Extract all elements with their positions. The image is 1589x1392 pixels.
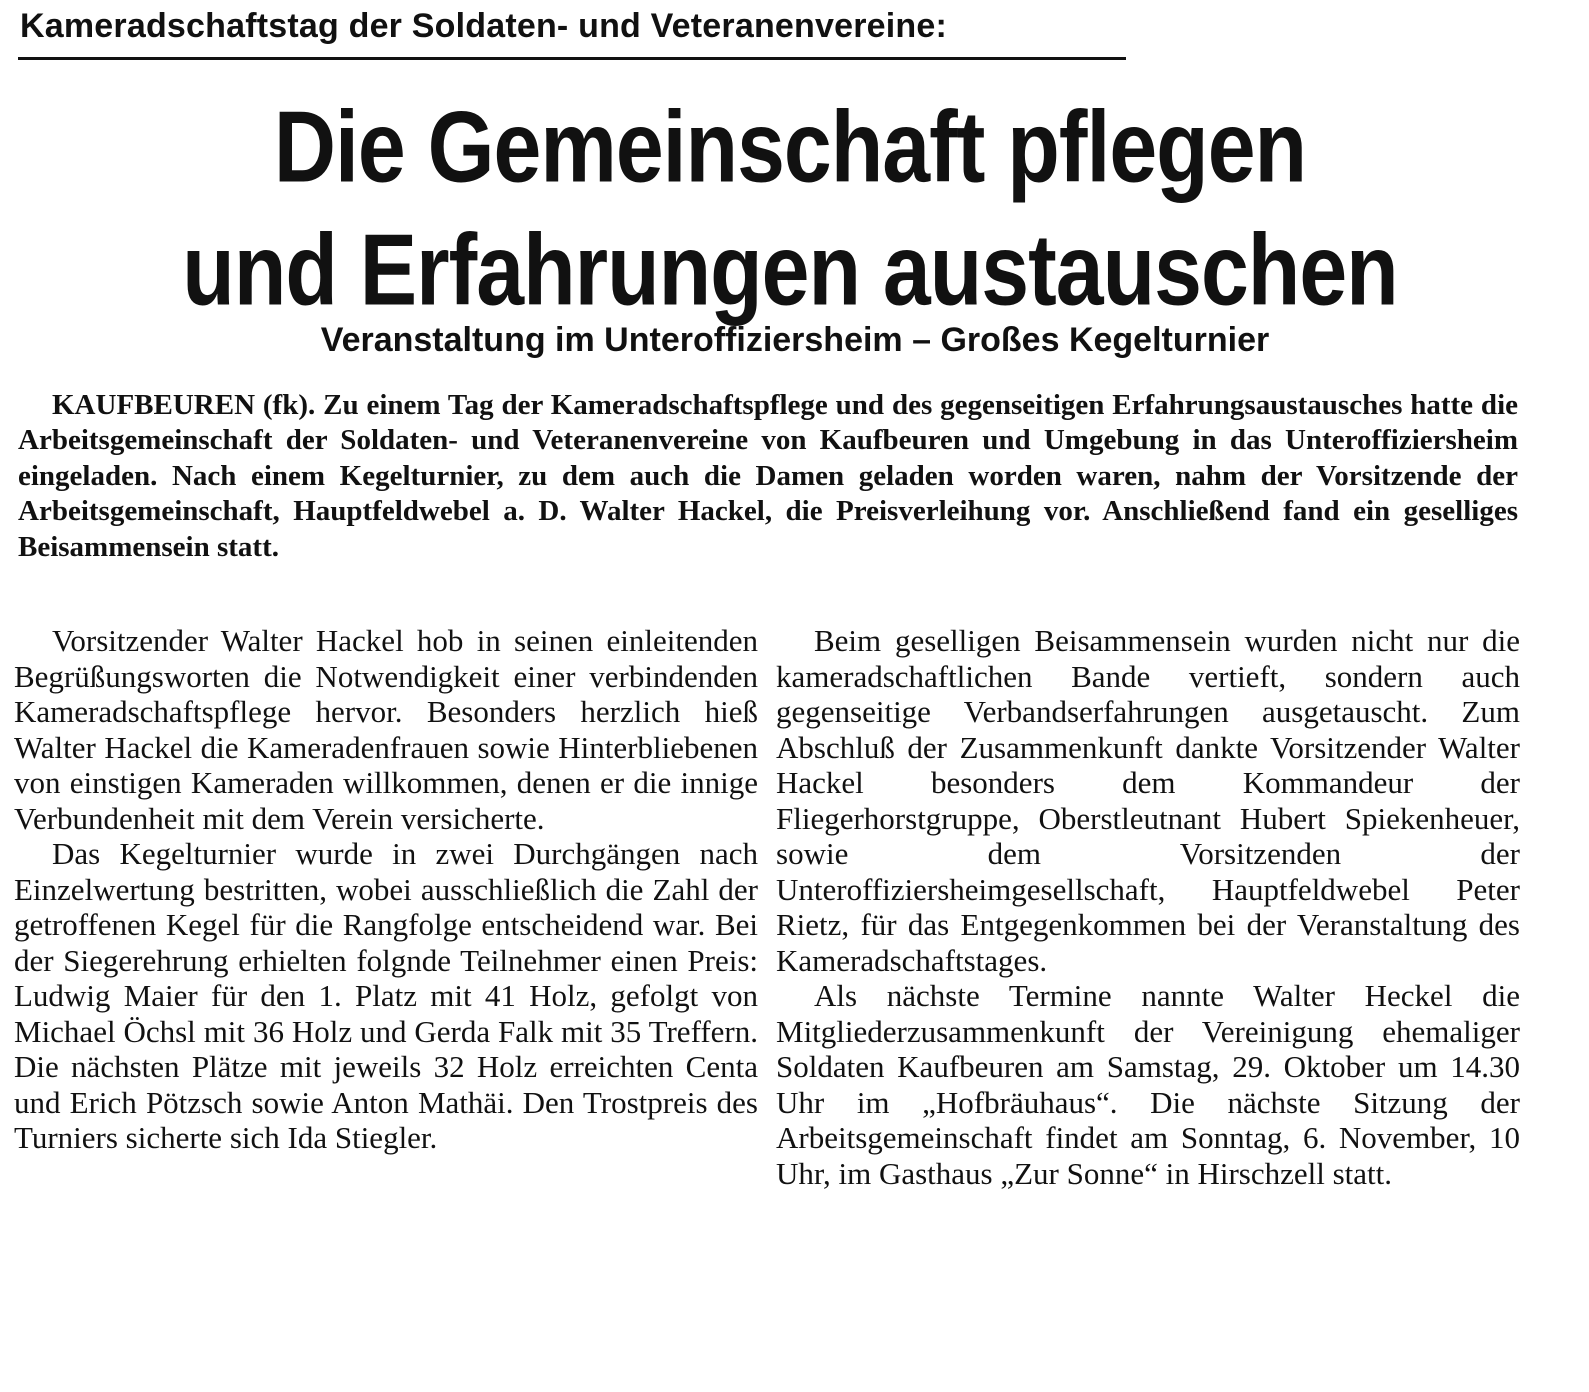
article-lead-paragraph: KAUFBEUREN (fk). Zu einem Tag der Kameradschaftspflege und des gegenseitigen Erfahrungsaustausches hatte die Arbeitsgemeinschaft der Soldaten- und Veteranenvereine von Kaufbeuren und Umgebung in das Unteroffiziersheim eingeladen. Nach einem Kegelturnier, zu dem auch die Damen geladen worden waren, nahm der Vorsitzende der Arbeitsgemeinschaft, Hauptfeldwebel a. D. Walter Hackel, die Preisverleihung vor. Anschließend fand ein geselliges Beisammensein statt.: [18, 389, 1518, 563]
body-paragraph: Vorsitzender Walter Hackel hob in seinen einleitenden Begrüßungsworten die Notwendigkeit einer verbindenden Kameradschaftspflege hervor. Besonders herzlich hieß Walter Hackel die Kameradenfrauen sowie Hinterbliebenen von einstigen Kameraden willkommen, denen er die innige Verbundenheit mit dem Verein versicherte.: [14, 623, 758, 836]
headline-line-1: Die Gemeinschaft pflegen: [273, 90, 1307, 204]
article-column-left: [14, 623, 758, 1156]
article-column-right: [776, 623, 1520, 1191]
body-paragraph: Als nächste Termine nannte Walter Heckel die Mitgliederzusammenkunft der Vereinigung ehemaliger Soldaten Kaufbeuren am Samstag, 29. Oktober um 14.30 Uhr im „Hofbräuhaus“. Die nächste Sitzung der Arbeitsgemeinschaft findet am Sonntag, 6. November, 10 Uhr, im Gasthaus „Zur Sonne“ in Hirschzell statt.: [776, 978, 1520, 1191]
article-kicker: Kameradschaftstag der Soldaten- und Veteranenvereine:: [20, 7, 947, 45]
headline-line-2: und Erfahrungen austauschen: [182, 213, 1398, 327]
article-subheadline: Veranstaltung im Unteroffiziersheim – Großes Kegelturnier: [320, 321, 1270, 359]
article-headline: [120, 86, 1460, 331]
body-paragraph: Das Kegelturnier wurde in zwei Durchgängen nach Einzelwertung bestritten, wobei ausschließlich die Zahl der getroffenen Kegel für die Rangfolge entscheidend war. Bei der Siegerehrung erhielten folgnde Teilnehmer einen Preis: Ludwig Maier für den 1. Platz mit 41 Holz, gefolgt von Michael Öchsl mit 36 Holz und Gerda Falk mit 35 Treffern. Die nächsten Plätze mit jeweils 32 Holz erreichten Centa und Erich Pötzsch sowie Anton Mathäi. Den Trostpreis des Turniers sicherte sich Ida Stiegler.: [14, 836, 758, 1155]
kicker-underline: [18, 57, 1126, 60]
body-paragraph: Beim geselligen Beisammensein wurden nicht nur die kameradschaftlichen Bande vertieft, sondern auch gegenseitige Verbandserfahrungen ausgetauscht. Zum Abschluß der Zusammenkunft dankte Vorsitzender Walter Hackel besonders dem Kommandeur der Fliegerhorstgruppe, Oberstleutnant Hubert Spiekenheuer, sowie dem Vorsitzenden der Unteroffiziersheimgesellschaft, Hauptfeldwebel Peter Rietz, für das Entgegenkommen bei der Veranstaltung des Kameradschaftstages.: [776, 623, 1520, 978]
